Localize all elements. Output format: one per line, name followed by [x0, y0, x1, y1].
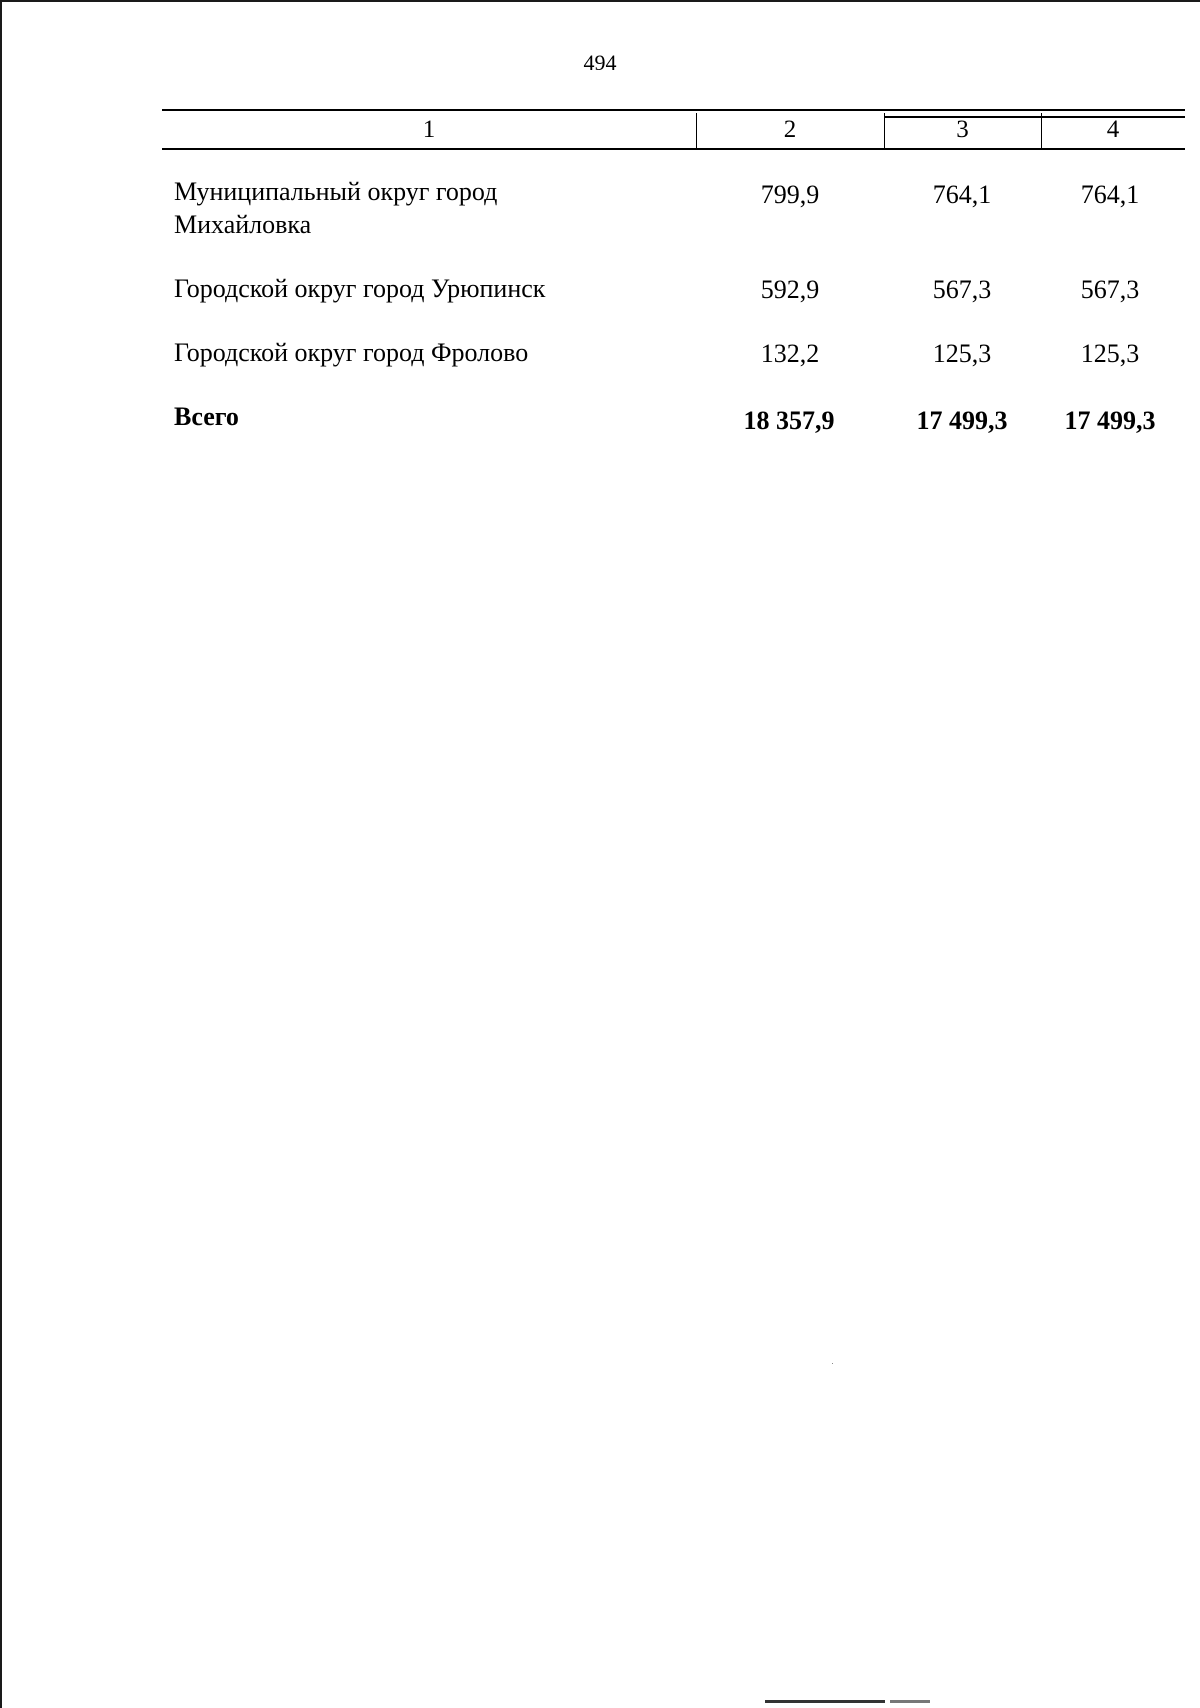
scan-mark-bottom [765, 1700, 885, 1703]
row-label [174, 175, 497, 241]
row-label-line: Михайловка [174, 210, 312, 239]
row-value-col2: 592,9 [760, 275, 820, 304]
row-value-col3: 764,1 [932, 180, 992, 209]
column-header-2: 2 [783, 116, 797, 143]
row-value-col3: 125,3 [932, 339, 992, 368]
header-bottom-rule [162, 148, 1185, 150]
row-label: Городской округ город Фролово [174, 338, 529, 367]
header-top-rule [162, 109, 1185, 111]
row-value-col2: 132,2 [760, 339, 820, 368]
page-scan-edge-top [0, 0, 1200, 2]
scan-mark-bottom [890, 1700, 930, 1703]
column-header-4: 4 [1106, 116, 1120, 143]
total-value-col2: 18 357,9 [743, 406, 835, 435]
column-header-3: 3 [956, 116, 969, 143]
row-value-col4: 567,3 [1080, 275, 1140, 304]
row-value-col2: 799,9 [760, 180, 820, 209]
total-value-col3: 17 499,3 [916, 406, 1008, 435]
scan-speck [832, 1363, 833, 1364]
total-value-col4: 17 499,3 [1064, 406, 1156, 435]
row-value-col4: 125,3 [1080, 339, 1140, 368]
column-header-1: 1 [422, 116, 436, 143]
row-value-col3: 567,3 [932, 275, 992, 304]
total-label: Всего [174, 402, 239, 431]
row-label: Городской округ город Урюпинск [174, 274, 546, 303]
page-number: 494 [583, 50, 617, 75]
page-scan-edge-left [0, 0, 2, 1708]
row-value-col4: 764,1 [1080, 180, 1140, 209]
row-label-line: Муниципальный округ город [174, 177, 498, 206]
